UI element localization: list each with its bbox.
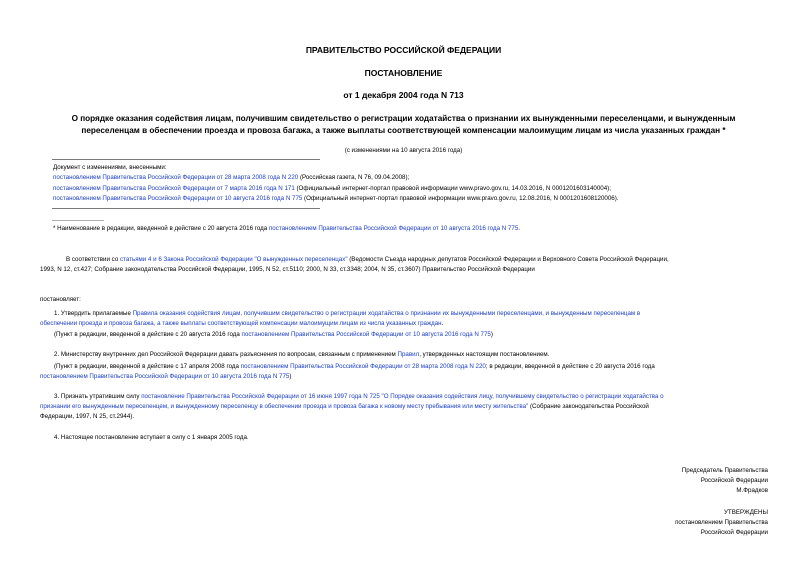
preamble-line2: 1993, N 12, ст.427; Собрание законодательства Российской Федерации, 1995, N 52, ст.5110; 2000, N 33, ст.3348; 2004, N 35, ст.3607) Правительство Российской Федерации: [40, 266, 535, 273]
footnote: * Наименование в редакции, введенной в действие с 20 августа 2016 года постановлением Правительства Российской Федерации от 10 августа 2016 года N 775.: [53, 225, 520, 232]
divider-bottom: [52, 208, 320, 209]
divider-top: [52, 159, 320, 160]
signature-country: Российской Федерации: [700, 477, 768, 484]
repealed-link-cont[interactable]: признании его вынужденным переселенцем, и вынужденному переселенцу в обеспечении проезда и провоза багажа к новому месту пребывания или месту жительства": [40, 403, 529, 410]
doc-date-number: от 1 декабря 2004 года N 713: [343, 90, 464, 100]
rules-link-cont[interactable]: обеспечении проезда и провоза багажа, а также выплаты соответствующей компенсации малоимущим лицам из числа указанных граждан: [40, 320, 442, 327]
change-link-3[interactable]: постановлением Правительства Российской Федерации от 10 августа 2016 года N 775: [53, 195, 303, 202]
change-item-3: постановлением Правительства Российской Федерации от 10 августа 2016 года N 775 (Официальный интернет-портал правовой информации www.pravo.gov.ru, 12.08.2016, N 0001201608120006).: [53, 195, 619, 202]
rules-link[interactable]: Правила оказания содействия лицам, получившим свидетельство о регистрации ходатайства о признании их вынужденными переселенцами, и вынужденным переселенцам в: [132, 310, 641, 317]
approved-label: УТВЕРЖДЕНЫ: [724, 509, 768, 516]
signature-name: М.Фрадков: [736, 487, 768, 494]
change-link-2[interactable]: постановлением Правительства Российской Федерации от 7 марта 2016 года N 171: [53, 185, 295, 192]
item2-note-link2[interactable]: постановлением Правительства Российской Федерации от 10 августа 2016 года N 775: [40, 373, 290, 380]
preamble-line1: В соответствии со статьями 4 и 6 Закона Российской Федерации "О вынужденных переселенцах" (Ведомости Съезда народных депутатов Российской Федерации и Верховного Совета Российской Федерации,: [66, 256, 669, 263]
item2-note-line1: (Пункт в редакции, введенной в действие с 17 апреля 2008 года постановлением Правительства Российской Федерации от 28 марта 2008 года N 220; в редакции, введенной в действие с 20 августа 2016 года: [54, 363, 655, 370]
item1-line2: обеспечении проезда и провоза багажа, а также выплаты соответствующей компенсации малоимущим лицам из числа указанных граждан.: [40, 320, 444, 327]
law-link[interactable]: статьями 4 и 6 Закона Российской Федерации "О вынужденных переселенцах": [119, 256, 348, 263]
item1-note: (Пункт в редакции, введенной в действие с 20 августа 2016 года постановлением Правительства Российской Федерации от 10 августа 2016 года N 775): [54, 331, 493, 338]
change-link-1[interactable]: постановлением Правительства Российской Федерации от 28 марта 2008 года N 220: [53, 174, 299, 181]
doc-type: ПОСТАНОВЛЕНИЕ: [364, 68, 443, 78]
signature-title: Председатель Правительства: [681, 467, 768, 474]
item4: 4. Настоящее постановление вступает в силу с 1 января 2005 года.: [54, 434, 249, 441]
changes-intro: Документ с изменениями, внесенными:: [53, 164, 167, 171]
change-item-1: постановлением Правительства Российской Федерации от 28 марта 2008 года N 220 (Российская газета, N 76, 09.04.2008);: [53, 174, 410, 181]
repealed-link[interactable]: постановление Правительства Российской Федерации от 16 июня 1997 года N 725 "О Порядке оказания содействия лицу, получившему свидетельство о регистрации ходатайства о: [141, 393, 664, 400]
item1-line1: 1. Утвердить прилагаемые Правила оказания содействия лицам, получившим свидетельство о регистрации ходатайства о признании их вынужденными переселенцами, и вынужденным переселенцам в: [54, 310, 641, 317]
item2-note-link1[interactable]: постановлением Правительства Российской Федерации от 28 марта 2008 года N 220: [240, 363, 486, 370]
footnote-link[interactable]: постановлением Правительства Российской Федерации от 10 августа 2016 года N 775: [268, 225, 519, 232]
change-item-2: постановлением Правительства Российской Федерации от 7 марта 2016 года N 171 (Официальный интернет-портал правовой информации www.pravo.gov.ru, 14.03.2016, N 0001201603140004);: [53, 185, 611, 192]
org-name: ПРАВИТЕЛЬСТВО РОССИЙСКОЙ ФЕДЕРАЦИИ: [305, 45, 502, 55]
revision-note: (с изменениями на 10 августа 2016 года): [344, 147, 463, 154]
approved-by: постановлением Правительства: [675, 519, 768, 526]
rules-short-link[interactable]: Правил: [397, 351, 420, 358]
item3-line2: признании его вынужденным переселенцем, и вынужденному переселенцу в обеспечении проезда и провоза багажа к новому месту пребывания или месту жительства" (Собрание законодательства Российской: [40, 403, 649, 410]
doc-title-line2: переселенцам в обеспечении проезда и провоза багажа, а также выплаты соответствующей компенсации малоимущим лицам из числа указанных граждан *: [81, 126, 726, 135]
footnote-divider: [52, 220, 104, 221]
doc-title-line1: О порядке оказания содействия лицам, получившим свидетельство о регистрации ходатайства о признании их вынужденными переселенцами, и вынужденным: [71, 114, 736, 123]
item3-line1: 3. Признать утратившим силу постановление Правительства Российской Федерации от 16 июня 1997 года N 725 "О Порядке оказания содействия лицу, получившему свидетельство о регистрации ходатайства о: [54, 393, 664, 400]
approved-country: Российской Федерации: [700, 529, 768, 536]
item2-note-line2: постановлением Правительства Российской Федерации от 10 августа 2016 года N 775): [40, 373, 292, 380]
item1-note-link[interactable]: постановлением Правительства Российской Федерации от 10 августа 2016 года N 775: [241, 331, 491, 338]
item2-line1: 2. Министерству внутренних дел Российской Федерации давать разъяснения по вопросам, связанным с применением Правил, утвержденных настоящим постановлением.: [54, 351, 550, 358]
item3-line3: Федерации, 1997, N 25, ст.2944).: [40, 413, 135, 420]
decides-label: постановляет:: [40, 296, 81, 303]
